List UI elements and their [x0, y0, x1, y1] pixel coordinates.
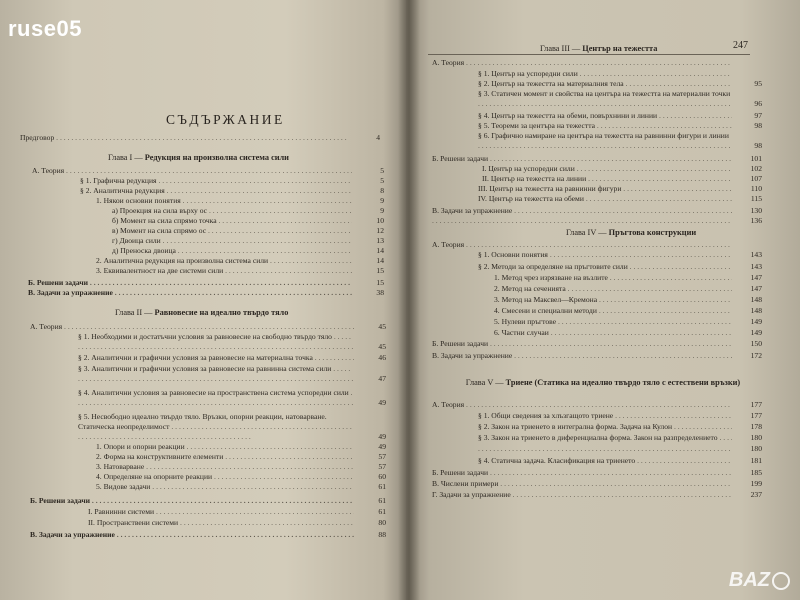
- toc-entry: [478, 444, 762, 454]
- toc-entry: [112, 226, 384, 236]
- toc-entry: [432, 479, 762, 489]
- entry-page: 15: [376, 278, 384, 287]
- chapter-heading: [438, 377, 768, 388]
- entry-label: II. Център на тежестта на линии . . .: [482, 174, 732, 184]
- entry-label: 5. Видове задачи . . .: [96, 482, 354, 492]
- entry-label: Г. Задачи за упражнение . . .: [432, 490, 732, 500]
- entry-label: § 2. Закон на триенето в интегрална форма. Задача на Кулон . . .: [478, 422, 732, 432]
- entry-label: [432, 216, 732, 226]
- entry-label: А. Теория . . .: [432, 58, 732, 68]
- toc-entry: [78, 364, 386, 384]
- chapter-name: Център на тежестта: [582, 44, 658, 53]
- entry-label: [478, 444, 732, 454]
- entry-page: 49: [378, 442, 386, 451]
- toc-entry: [478, 194, 762, 204]
- entry-label: В. Задачи за упражнение . . .: [28, 288, 352, 298]
- entry-label: б) Момент на сила спрямо точка . . .: [112, 216, 352, 226]
- toc-entry: [432, 240, 762, 250]
- toc-entry: [432, 351, 762, 361]
- entry-label: 4. Смесени и специални методи . . .: [494, 306, 732, 316]
- entry-label: IV. Център на тежестта на обеми . . .: [478, 194, 732, 204]
- chapter-name: Триене (Статика на идеално твърдо тяло с естествени връзки): [505, 378, 741, 387]
- entry-page: 45: [378, 342, 386, 351]
- toc-entry: [96, 442, 386, 452]
- entry-page: 180: [750, 433, 762, 442]
- entry-page: 172: [750, 351, 762, 360]
- entry-page: 9: [380, 206, 384, 215]
- toc-entry: [32, 166, 384, 176]
- entry-label: § 2. Аналитична редукция . . .: [80, 186, 352, 196]
- entry-label: г) Двоица сили . . .: [112, 236, 352, 246]
- entry-label: § 4. Център на тежестта на обеми, повърхнини и линии . . .: [478, 111, 732, 121]
- entry-page: 96: [754, 99, 762, 108]
- entry-page: 14: [376, 246, 384, 255]
- toc-entry: [478, 262, 762, 272]
- entry-label: § 4. Аналитични условия за равновесие на пространствена система успоредни сили . . .: [78, 388, 354, 408]
- toc-entry: [112, 206, 384, 216]
- entry-label: А. Теория . . .: [432, 240, 732, 250]
- toc-entry: [478, 89, 762, 109]
- entry-page: 98: [754, 141, 762, 150]
- toc-entry: [478, 184, 762, 194]
- entry-label: § 1. Графична редукция . . .: [80, 176, 352, 186]
- entry-page: 147: [750, 273, 762, 282]
- entry-page: 115: [750, 194, 762, 203]
- page-number: 247: [733, 40, 748, 51]
- toc-entry: [478, 131, 762, 151]
- toc-entry: [20, 133, 380, 143]
- toc-entry: [494, 328, 762, 338]
- entry-page: 10: [376, 216, 384, 225]
- toc-entry: [494, 317, 762, 327]
- toc-entry: [432, 206, 762, 216]
- entry-page: 177: [750, 400, 762, 409]
- chapter-name: Равновесие на идеално твърдо тяло: [154, 308, 289, 317]
- toc-entry: [478, 111, 762, 121]
- brand-logo: [729, 569, 790, 592]
- entry-page: 47: [378, 374, 386, 383]
- toc-entry: [432, 468, 762, 478]
- entry-page: 101: [750, 154, 762, 163]
- toc-entry: [96, 196, 384, 206]
- entry-page: 57: [378, 462, 386, 471]
- entry-label: § 1. Център на успоредни сили . . .: [478, 69, 732, 79]
- entry-label: § 2. Аналитични и графични условия за равновесие на материална точка . . .: [78, 353, 354, 363]
- toc-entry: [96, 256, 384, 266]
- toc-entry: [432, 216, 762, 226]
- entry-label: I. Център на успоредни сили . . .: [482, 164, 732, 174]
- entry-label: Предговор . . .: [20, 133, 348, 143]
- toc-entry: [78, 412, 386, 442]
- entry-page: 13: [376, 236, 384, 245]
- entry-page: 199: [750, 479, 762, 488]
- entry-page: 14: [376, 256, 384, 265]
- entry-page: 237: [750, 490, 762, 499]
- entry-label: В. Задачи за упражнение . . .: [30, 530, 354, 540]
- toc-entry: [112, 246, 384, 256]
- entry-label: Б. Решени задачи . . .: [432, 339, 732, 349]
- entry-page: 177: [750, 411, 762, 420]
- entry-label: Б. Решени задачи . . .: [432, 154, 732, 164]
- entry-label: § 5. Теореми за центъра на тежестта . . .: [478, 121, 732, 131]
- entry-label: § 2. Методи за определяне на пръгтовите сили . . .: [478, 262, 732, 272]
- entry-page: 49: [378, 398, 386, 407]
- toc-entry: [78, 388, 386, 408]
- chapter-heading: [108, 153, 289, 162]
- entry-page: 61: [378, 496, 386, 505]
- entry-page: 12: [376, 226, 384, 235]
- toc-entry: [88, 507, 386, 517]
- entry-page: 178: [750, 422, 762, 431]
- entry-label: 4. Определяне на опорните реакции . . .: [96, 472, 354, 482]
- entry-label: А. Теория . . .: [432, 400, 732, 410]
- entry-label: § 2. Център на тежестта на материалния тела . . .: [478, 79, 732, 89]
- watermark: ruse05: [8, 16, 82, 41]
- entry-page: 49: [378, 432, 386, 441]
- chapter-prefix: Глава V —: [465, 378, 506, 387]
- toc-entry: [478, 433, 762, 443]
- toc-entry: [478, 79, 762, 89]
- toc-entry: [80, 186, 384, 196]
- entry-label: В. Задачи за упражнение . . .: [432, 206, 732, 216]
- toc-entry: [30, 322, 386, 332]
- toc-entry: [112, 236, 384, 246]
- entry-label: 3. Метод на Максвел—Кремона . . .: [494, 295, 732, 305]
- toc-entry: [96, 482, 386, 492]
- entry-label: 1. Опори и опорни реакции . . .: [96, 442, 354, 452]
- entry-label: д) Преноска двоица . . .: [112, 246, 352, 256]
- entry-page: 98: [754, 121, 762, 130]
- chapter-prefix: Глава III —: [540, 44, 583, 53]
- entry-page: 8: [380, 186, 384, 195]
- toc-entry: [30, 496, 386, 506]
- logo-mark-icon: [772, 572, 790, 590]
- entry-label: в) Момент на сила спрямо ос . . .: [112, 226, 352, 236]
- entry-page: 15: [376, 266, 384, 275]
- chapter-heading: [566, 228, 696, 237]
- chapter-heading: [115, 308, 288, 317]
- entry-page: 143: [750, 262, 762, 271]
- entry-page: 149: [750, 328, 762, 337]
- entry-page: 4: [376, 133, 380, 142]
- entry-label: 3. Натоварване . . .: [96, 462, 354, 472]
- entry-label: 2. Форма на конструктивните елементи . . .: [96, 452, 354, 462]
- entry-label: § 3. Закон на триенето в диференциална форма. Закон на разпределението . . .: [478, 433, 732, 443]
- toc-entry: [432, 490, 762, 500]
- toc-entry: [478, 69, 762, 79]
- book-gutter: [398, 0, 420, 600]
- toc-entry: [112, 216, 384, 226]
- entry-label: 1. Метод чрез изрязване на възлите . . .: [494, 273, 732, 283]
- entry-page: 88: [378, 530, 386, 539]
- entry-page: 185: [750, 468, 762, 477]
- entry-label: § 3. Аналитични и графични условия за равновесие на равнинна система сили . . .: [78, 364, 354, 384]
- entry-label: I. Равнинни системи . . .: [88, 507, 354, 517]
- entry-page: 80: [378, 518, 386, 527]
- toc-entry: [88, 518, 386, 528]
- toc-entry: [494, 273, 762, 283]
- entry-page: 61: [378, 507, 386, 516]
- toc-entry: [96, 462, 386, 472]
- toc-entry: [96, 472, 386, 482]
- entry-label: § 4. Статична задача. Класификация на триенето . . .: [478, 456, 732, 466]
- entry-page: 102: [750, 164, 762, 173]
- toc-entry: [482, 164, 762, 174]
- toc-entry: [494, 306, 762, 316]
- toc-entry: [482, 174, 762, 184]
- toc-entry: [478, 422, 762, 432]
- entry-page: 9: [380, 196, 384, 205]
- logo-text: BAZ: [728, 569, 770, 591]
- entry-label: § 6. Графично намиране на центъра на тежестта на равнинни фигури и линии . . .: [478, 131, 732, 151]
- entry-page: 143: [750, 250, 762, 259]
- toc-title: СЪДЪРЖАНИЕ: [166, 112, 285, 127]
- entry-label: II. Пространствени системи . . .: [88, 518, 354, 528]
- toc-entry: [432, 400, 762, 410]
- toc-entry: [80, 176, 384, 186]
- toc-entry: [478, 121, 762, 131]
- entry-page: 95: [754, 79, 762, 88]
- entry-label: 3. Еквивалентност на две системи сили . . .: [96, 266, 352, 276]
- entry-label: а) Проекция на сила върху ос . . .: [112, 206, 352, 216]
- entry-page: 130: [750, 206, 762, 215]
- entry-page: 46: [378, 353, 386, 362]
- entry-label: А. Теория . . .: [30, 322, 354, 332]
- toc-entry: [432, 58, 762, 68]
- toc-entry: [432, 339, 762, 349]
- entry-page: 60: [378, 472, 386, 481]
- entry-label: 5. Нулеви пръгтове . . .: [494, 317, 732, 327]
- entry-page: 107: [750, 174, 762, 183]
- entry-page: 61: [378, 482, 386, 491]
- entry-page: 110: [750, 184, 762, 193]
- chapter-prefix: Глава II —: [115, 308, 155, 317]
- toc-entry: [478, 456, 762, 466]
- toc-entry: [478, 411, 762, 421]
- chapter-prefix: Глава I —: [108, 153, 145, 162]
- entry-page: 38: [376, 288, 384, 297]
- entry-page: 150: [750, 339, 762, 348]
- entry-page: 57: [378, 452, 386, 461]
- entry-label: III. Център на тежестта на равнинни фигури . . .: [478, 184, 732, 194]
- entry-page: 148: [750, 306, 762, 315]
- entry-label: § 3. Статичен момент и свойства на центъра на тежестта на материални точки . . .: [478, 89, 732, 109]
- toc-entry: [78, 353, 386, 363]
- toc-entry: [96, 266, 384, 276]
- toc-entry: [78, 332, 386, 352]
- entry-page: 45: [378, 322, 386, 331]
- entry-page: 5: [380, 176, 384, 185]
- entry-label: А. Теория . . .: [32, 166, 352, 176]
- toc-entry: [478, 250, 762, 260]
- entry-label: § 1. Необходими и достатъчни условия за равновесие на свободно твърдо тяло . . .: [78, 332, 354, 352]
- chapter-heading: [540, 44, 657, 53]
- toc-entry: [494, 284, 762, 294]
- header-rule: [428, 54, 750, 55]
- entry-label: В. Числени примери . . .: [432, 479, 732, 489]
- chapter-name: Пръгтова конструкции: [608, 228, 697, 237]
- entry-label: § 5. Несвободно идеално твърдо тяло. Връзки, опорни реакции, натоварване. Статическа неопределимост . . .: [78, 412, 354, 442]
- entry-page: 148: [750, 295, 762, 304]
- toc-entry: [28, 288, 384, 298]
- entry-page: 136: [750, 216, 762, 225]
- chapter-prefix: Глава IV —: [566, 228, 609, 237]
- entry-page: 149: [750, 317, 762, 326]
- entry-label: § 1. Общи сведения за хлъзгащото триене . . .: [478, 411, 732, 421]
- toc-entry: [96, 452, 386, 462]
- toc-entry: [494, 295, 762, 305]
- toc-entry: [30, 530, 386, 540]
- entry-label: 2. Аналитична редукция на произволна система сили . . .: [96, 256, 352, 266]
- entry-label: 2. Метод на сеченията . . .: [494, 284, 732, 294]
- entry-page: 5: [380, 166, 384, 175]
- entry-label: В. Задачи за упражнение . . .: [432, 351, 732, 361]
- entry-page: 97: [754, 111, 762, 120]
- toc-entry: [28, 278, 384, 288]
- entry-page: 147: [750, 284, 762, 293]
- entry-label: Б. Решени задачи . . .: [432, 468, 732, 478]
- entry-label: 1. Някои основни понятия . . .: [96, 196, 352, 206]
- entry-label: Б. Решени задачи . . .: [30, 496, 354, 506]
- entry-page: 180: [750, 444, 762, 453]
- entry-page: 181: [750, 456, 762, 465]
- entry-label: Б. Решени задачи . . .: [28, 278, 352, 288]
- entry-label: 6. Частни случаи . . .: [494, 328, 732, 338]
- toc-entry: [432, 154, 762, 164]
- chapter-name: Редукция на произволна система сили: [144, 153, 289, 162]
- entry-label: § 1. Основни понятия . . .: [478, 250, 732, 260]
